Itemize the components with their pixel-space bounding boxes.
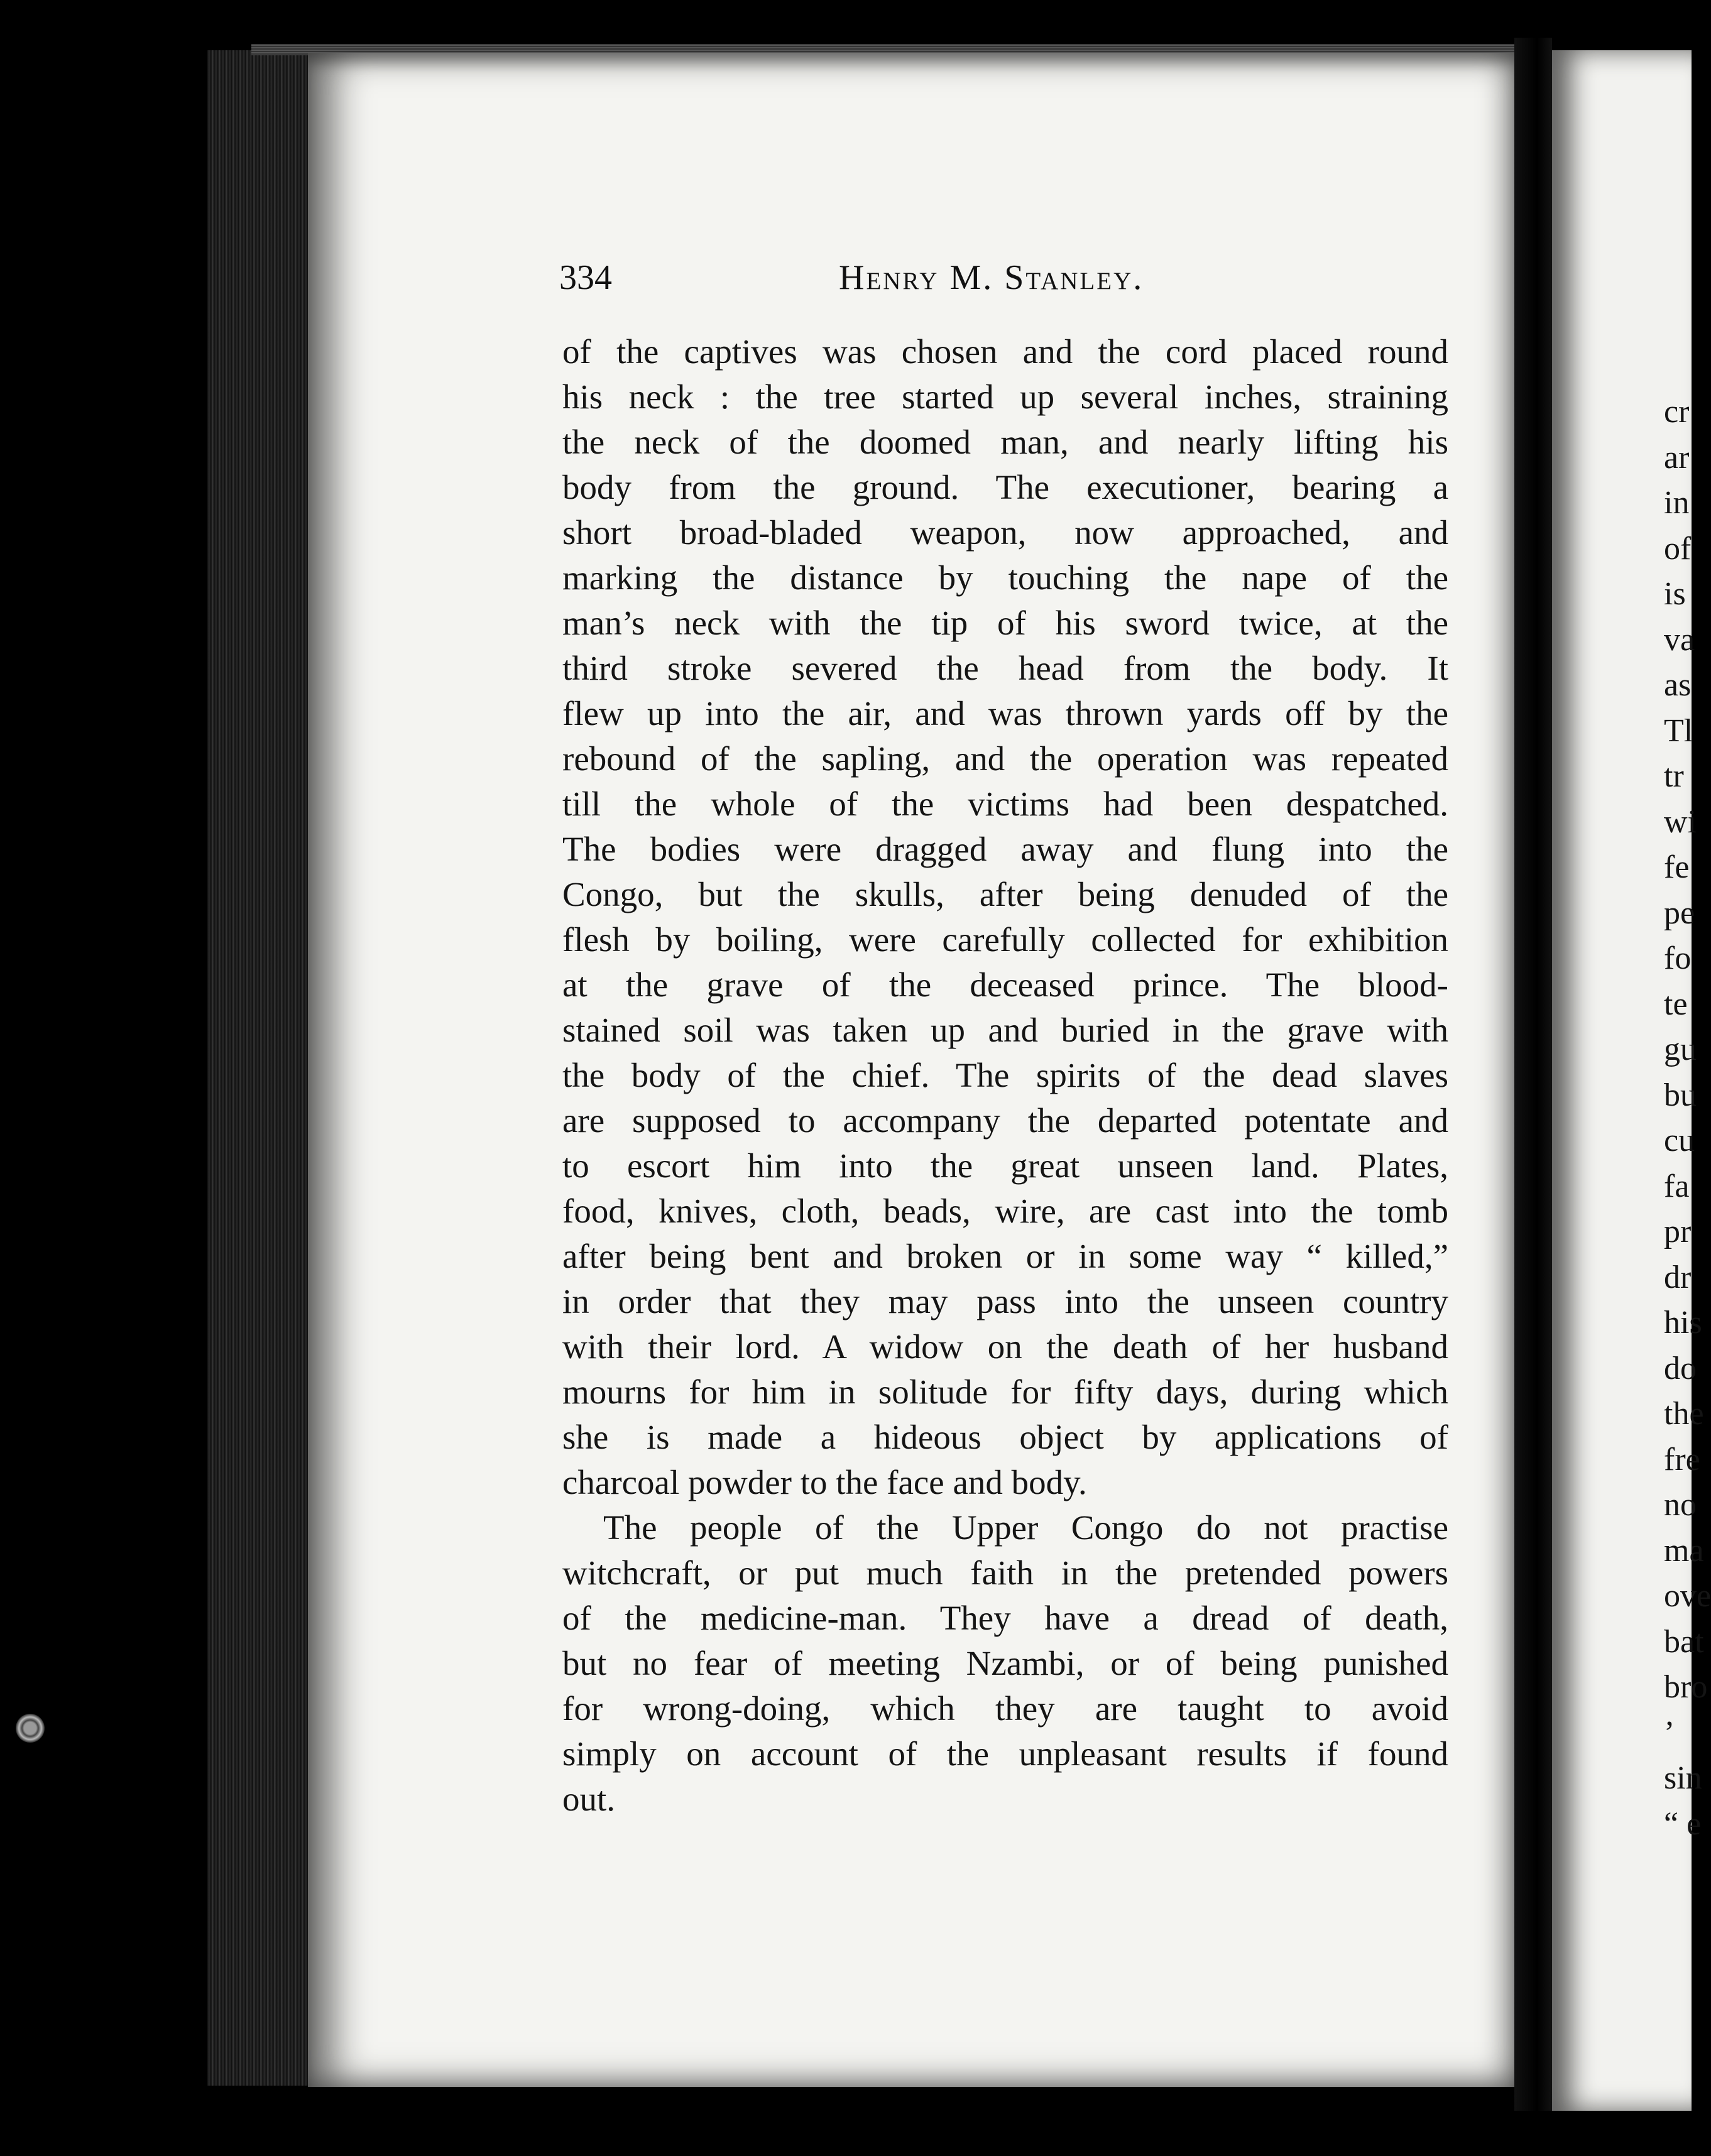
text-line: The bodies were dragged away and flung into the bbox=[562, 830, 1448, 868]
facing-page-fragment: bu bbox=[1664, 1077, 1697, 1113]
text-line: she is made a hideous object by applications of bbox=[562, 1418, 1448, 1456]
facing-page-fragment: ’ bbox=[1664, 1714, 1675, 1751]
text-line: the body of the chief. The spirits of the dead slaves bbox=[562, 1056, 1448, 1094]
facing-page-fragment: pe bbox=[1664, 895, 1695, 931]
text-line: the neck of the doomed man, and nearly lifting his bbox=[562, 423, 1448, 461]
text-line: out. bbox=[562, 1780, 616, 1818]
text-line: with their lord. A widow on the death of her husband bbox=[562, 1327, 1448, 1366]
facing-page-fragment: wi bbox=[1664, 803, 1697, 840]
facing-page-fragment: in bbox=[1664, 485, 1690, 521]
facing-page-fragment: of bbox=[1664, 530, 1692, 567]
text-line: of the captives was chosen and the cord placed round bbox=[562, 332, 1448, 371]
text-line: short broad-bladed weapon, now approached, and bbox=[562, 513, 1448, 552]
facing-page-fragment: pr bbox=[1664, 1214, 1692, 1250]
text-line: charcoal powder to the face and body. bbox=[562, 1463, 1087, 1501]
text-line: at the grave of the deceased prince. The blood- bbox=[562, 966, 1448, 1004]
facing-page-fragment: Tl bbox=[1664, 712, 1693, 749]
text-line: man’s neck with the tip of his sword twice, at the bbox=[562, 604, 1448, 642]
facing-page-fragment: te bbox=[1664, 986, 1688, 1022]
text-line: in order that they may pass into the unseen country bbox=[562, 1282, 1448, 1320]
facing-page-fragment: is bbox=[1664, 576, 1686, 612]
book-gutter bbox=[1514, 38, 1552, 2111]
facing-page-fragment: ma bbox=[1664, 1532, 1704, 1569]
facing-page-fragment: “ e bbox=[1664, 1805, 1702, 1842]
text-line: are supposed to accompany the departed potentate and bbox=[562, 1101, 1448, 1140]
text-line: witchcraft, or put much faith in the pretended powers bbox=[562, 1554, 1448, 1592]
facing-page-fragment: sin bbox=[1664, 1760, 1702, 1796]
facing-page-fragment: dr bbox=[1664, 1259, 1692, 1295]
text-line: after being bent and broken or in some way “ killed,” bbox=[562, 1237, 1448, 1275]
text-line: food, knives, cloth, beads, wire, are cast into the tomb bbox=[562, 1192, 1448, 1230]
running-head: Henry M. Stanley. bbox=[839, 258, 1144, 297]
facing-page-fragment: cr bbox=[1664, 394, 1690, 430]
text-line: stained soil was taken up and buried in the grave with bbox=[562, 1011, 1448, 1049]
facing-page-fragment: ove bbox=[1664, 1578, 1711, 1614]
text-line: rebound of the sapling, and the operation was repeated bbox=[562, 739, 1448, 778]
facing-page-fragment: his bbox=[1664, 1305, 1702, 1341]
page-edges bbox=[207, 50, 314, 2086]
text-line: The people of the Upper Congo do not practise bbox=[603, 1508, 1448, 1547]
page-number: 334 bbox=[559, 258, 612, 297]
facing-page-fragment: fe bbox=[1664, 849, 1690, 885]
text-line: for wrong-doing, which they are taught to avoid bbox=[562, 1689, 1448, 1728]
binder-ring bbox=[16, 1714, 45, 1743]
facing-page-fragment: bro bbox=[1664, 1669, 1708, 1705]
facing-page-fragment: ar bbox=[1664, 439, 1690, 476]
text-line: but no fear of meeting Nzambi, or of being punished bbox=[562, 1644, 1448, 1682]
text-line: flesh by boiling, were carefully collected for exhibition bbox=[562, 920, 1448, 959]
text-line: of the medicine-man. They have a dread of death, bbox=[562, 1599, 1448, 1637]
text-line: to escort him into the great unseen land. Plates, bbox=[562, 1146, 1448, 1185]
facing-page-fragment: no bbox=[1664, 1487, 1697, 1523]
text-line: mourns for him in solitude for fifty days, during which bbox=[562, 1373, 1448, 1411]
text-line: his neck : the tree started up several inches, straining bbox=[562, 378, 1448, 416]
facing-page-fragment: fre bbox=[1664, 1441, 1700, 1478]
text-line: body from the ground. The executioner, bearing a bbox=[562, 468, 1448, 506]
facing-page-fragment: bat bbox=[1664, 1623, 1704, 1660]
facing-page-fragment: cu bbox=[1664, 1123, 1695, 1158]
text-line: till the whole of the victims had been despatched. bbox=[562, 785, 1448, 823]
facing-page-fragment: do bbox=[1664, 1350, 1697, 1386]
facing-page-fragment: fa bbox=[1664, 1168, 1690, 1204]
facing-page-fragment: as bbox=[1664, 667, 1692, 703]
text-line: marking the distance by touching the nape of the bbox=[562, 558, 1448, 597]
facing-page-fragment: tr bbox=[1664, 758, 1684, 794]
text-line: simply on account of the unpleasant results if found bbox=[562, 1734, 1448, 1773]
facing-page-fragment: the bbox=[1664, 1396, 1704, 1432]
facing-page-fragment: fo bbox=[1664, 940, 1692, 976]
text-line: Congo, but the skulls, after being denuded of the bbox=[562, 875, 1448, 913]
facing-page-fragment: va bbox=[1664, 621, 1695, 658]
facing-page-fragment: gu bbox=[1664, 1032, 1697, 1067]
text-line: third stroke severed the head from the body. It bbox=[562, 649, 1448, 687]
text-line: flew up into the air, and was thrown yards off by the bbox=[562, 694, 1448, 732]
